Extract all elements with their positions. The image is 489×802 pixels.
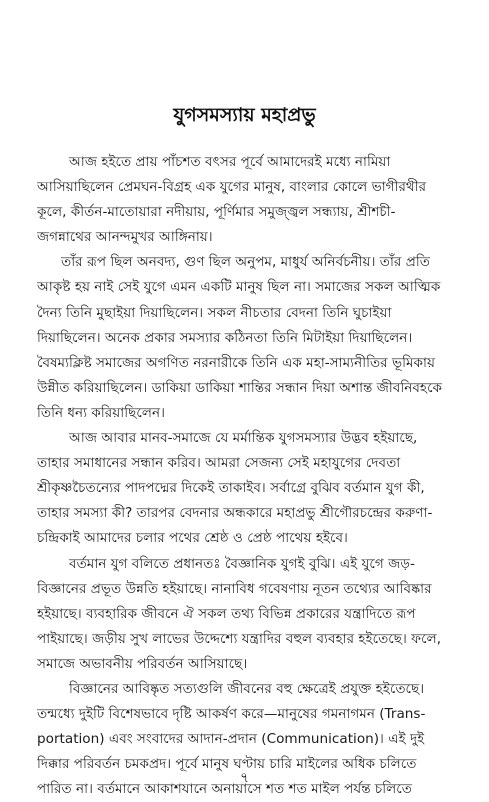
text-line: সমাজে অভাবনীয় পরিবর্তন আসিয়াছে। [37, 655, 248, 672]
text-line: উন্নীত করিয়াছিলেন। ডাকিয়া ডাকিয়া শান্তির সন্ধান দিয়া অশান্ত জীবনিবহকে [37, 379, 443, 396]
text-line: দিক্কার পরিবর্তন চমকপ্রদ। পূর্বে মানুষ ঘণ্টায় চারি মাইলের অধিক চলিতে [37, 756, 417, 773]
text-line: আকৃষ্ট হয় নাই সেই যুগে এমন একটি মানুষ ছিল না। সমাজের সকল আত্মিক [37, 279, 441, 296]
chapter-title: যুগসমস্যায় মহাপ্রভু [173, 104, 316, 126]
text-line: আজ আবার মানব-সমাজে যে মর্মান্তিক যুগসমস্যার উদ্ভব হইয়াছে, [69, 430, 418, 447]
text-line: পারিত না। বর্তমানে আকাশযানে অনায়াসে শত শত মাইল পর্যন্ত চলিতে [37, 781, 412, 798]
text-line: আসিয়াছিলেন প্রেমঘন-বিগ্রহ এক যুগের মানুষ, বাংলার কোলে ভাগীরথীর [37, 179, 427, 196]
text-line: দৈন্য তিনি মুছাইয়া দিয়াছিলেন। সকল নীচতার বেদনা তিনি ঘুচাইয়া [37, 304, 392, 321]
paragraph-4 [37, 552, 453, 677]
text-line: তাহার সমাধানের সন্ধান করিব। আমরা সেজন্য সেই মহাযুগের দেবতা [37, 455, 401, 472]
text-line: তাঁর রূপ ছিল অনবদ্য, গুণ ছিল অনুপম, মাধুর্য অনির্বচনীয়। তাঁর প্রতি [61, 254, 430, 271]
text-line: চন্দ্রিকাই আমাদের চলার পথের শ্রেষ্ঠ ও প্রেষ্ঠ পাথেয় হইবে। [37, 530, 348, 547]
text-line: শ্রীকৃষ্ণচৈতন্যের পাদপদ্মের দিকেই তাকাইব। সর্বাগ্রে বুঝিব বর্তমান যুগ কী, [37, 480, 425, 497]
text-line: হইয়াছে। ব্যবহারিক জীবনে ঐ সকল তথ্য বিভিন্ন প্রকারের যন্ত্রাদিতে রূপ [37, 605, 416, 622]
page-number: ৭ [239, 770, 250, 786]
text-line: তন্মধ্যে দুইটি বিশেষভাবে দৃষ্টি আকর্ষণ করে—মানুষের গমনাগমন (Trans- [37, 706, 426, 723]
text-line: তিনি ধন্য করিয়াছিলেন। [37, 404, 165, 421]
text-line: কূলে, কীর্তন-মাতোয়ারা নদীয়ায়, পূর্ণিমার সমুজ্জ্বল সন্ধ্যায়, শ্রীশচী- [37, 204, 396, 221]
body-text [37, 150, 453, 802]
text-line: পাইয়াছে। জড়ীয় সুখ লাভের উদ্দেশ্যে যন্ত্রাদির বহুল ব্যবহার হইতেছে। ফলে, [37, 630, 442, 647]
text-line: portation) এবং সংবাদের আদান-প্রদান (Communication)। এই দুই [37, 731, 425, 748]
text-line: বৈষম্যক্লিষ্ট সমাজের অগণিত নরনারীকে তিনি এক মহা-সাম্যনীতির ভূমিকায় [37, 354, 436, 371]
text-line: আজ হইতে প্রায় পাঁচশত বৎসর পূর্বে আমাদেরই মধ্যে নামিয়া [69, 154, 391, 170]
text-line: দিয়াছিলেন। অনেক প্রকার সমস্যার কঠিনতা তিনি মিটাইয়া দিয়াছিলেন। [37, 329, 413, 346]
text-line: বিজ্ঞানের আবিষ্কৃত সত্যগুলি জীবনের বহু ক্ষেত্রেই প্রযুক্ত হইতেছে। [69, 680, 425, 697]
text-line: বিজ্ঞানের প্রভূত উন্নতি হইয়াছে। নানাবিধ গবেষণায় নূতন তথ্যের আবিষ্কার [37, 580, 432, 597]
paragraph-2 [37, 250, 453, 426]
paragraph-3 [37, 426, 453, 551]
text-line: জগন্নাথের আনন্দমুখর আঙ্গিনায়। [37, 229, 213, 246]
paragraph-1 [37, 150, 453, 250]
text-line: বর্তমান যুগ বলিতে প্রধানতঃ বৈজ্ঞানিক যুগই বুঝি। এই যুগে জড়- [69, 555, 415, 572]
text-line: তাহার সমস্যা কী? তারপর বেদনার অন্ধকারে মহাপ্রভু শ্রীগৌরচন্দ্রের করুণা- [37, 505, 433, 522]
